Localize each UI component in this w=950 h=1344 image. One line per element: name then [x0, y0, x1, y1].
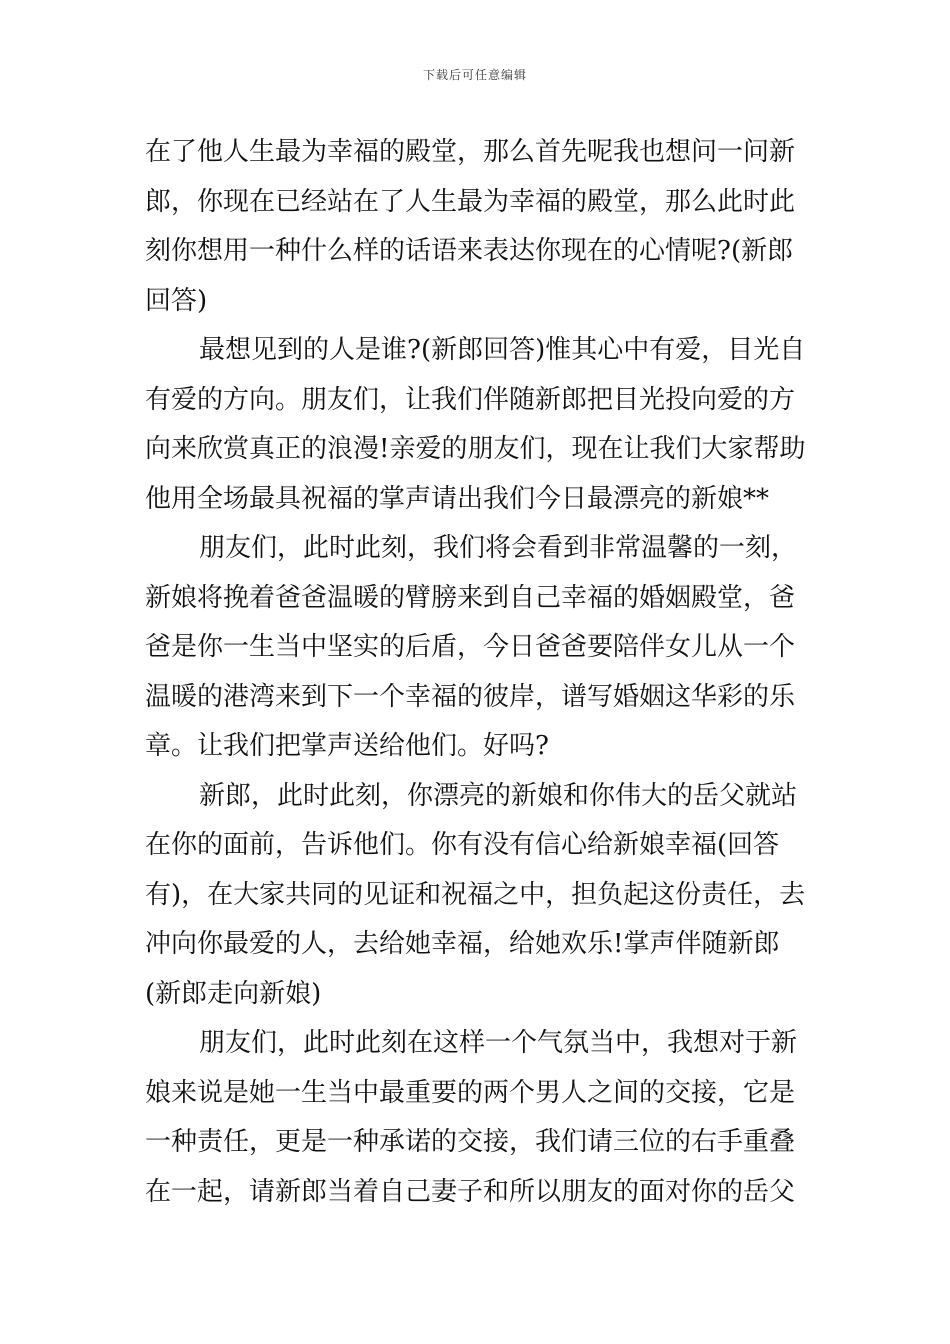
text-line: 在你的面前，告诉他们。你有没有信心给新娘幸福(回答: [145, 830, 780, 860]
text-line: 一种责任，更是一种承诺的交接，我们请三位的右手重叠: [145, 1127, 796, 1157]
text-line: 有爱的方向。朋友们，让我们伴随新郎把目光投向爱的方: [145, 384, 796, 415]
text-line: 温暖的港湾来到下一个幸福的彼岸，谱写婚姻这华彩的乐: [145, 681, 796, 712]
text-line: 有)，在大家共同的见证和祝福之中，担负起这份责任，去: [145, 879, 806, 910]
text-line: 在一起，请新郎当着自己妻子和所以朋友的面对你的岳父: [145, 1176, 796, 1207]
text-line: 章。让我们把掌声送给他们。好吗?: [145, 731, 549, 761]
text-line: 他用全场最具祝福的掌声请出我们今日最漂亮的新娘**: [145, 483, 770, 514]
text-line: (新郎走向新娘): [145, 978, 322, 1009]
text-line: 新郎，此时此刻，你漂亮的新娘和你伟大的岳父就站: [199, 780, 798, 811]
text-line: 朋友们，此时此刻在这样一个气氛当中，我想对于新: [199, 1028, 798, 1058]
text-line: 向来欣赏真正的浪漫!亲爱的朋友们，现在让我们大家帮助: [145, 434, 806, 464]
text-line: 刻你想用一种什么样的话语来表达你现在的心情呢?(新郎: [145, 236, 794, 266]
text-line: 冲向你最爱的人，去给她幸福，给她欢乐!掌声伴随新郎: [145, 929, 780, 959]
text-line: 回答): [145, 285, 208, 316]
text-line: 在了他人生最为幸福的殿堂，那么首先呢我也想问一问新: [145, 137, 796, 167]
text-line: 朋友们，此时此刻，我们将会看到非常温馨的一刻，: [199, 533, 798, 563]
page-header-note: 下载后可任意编辑: [422, 68, 527, 82]
text-line: 娘来说是她一生当中最重要的两个男人之间的交接，它是: [145, 1077, 796, 1108]
text-line: 郎，你现在已经站在了人生最为幸福的殿堂，那么此时此: [145, 186, 796, 217]
text-line: 爸是你一生当中坚实的后盾，今日爸爸要陪伴女儿从一个: [145, 632, 796, 662]
document-body: [145, 128, 810, 1217]
text-line: 最想见到的人是谁?(新郎回答)惟其心中有爱，目光自: [199, 335, 806, 365]
text-line: 新娘将挽着爸爸温暖的臂膀来到自己幸福的婚姻殿堂，爸: [145, 582, 796, 613]
